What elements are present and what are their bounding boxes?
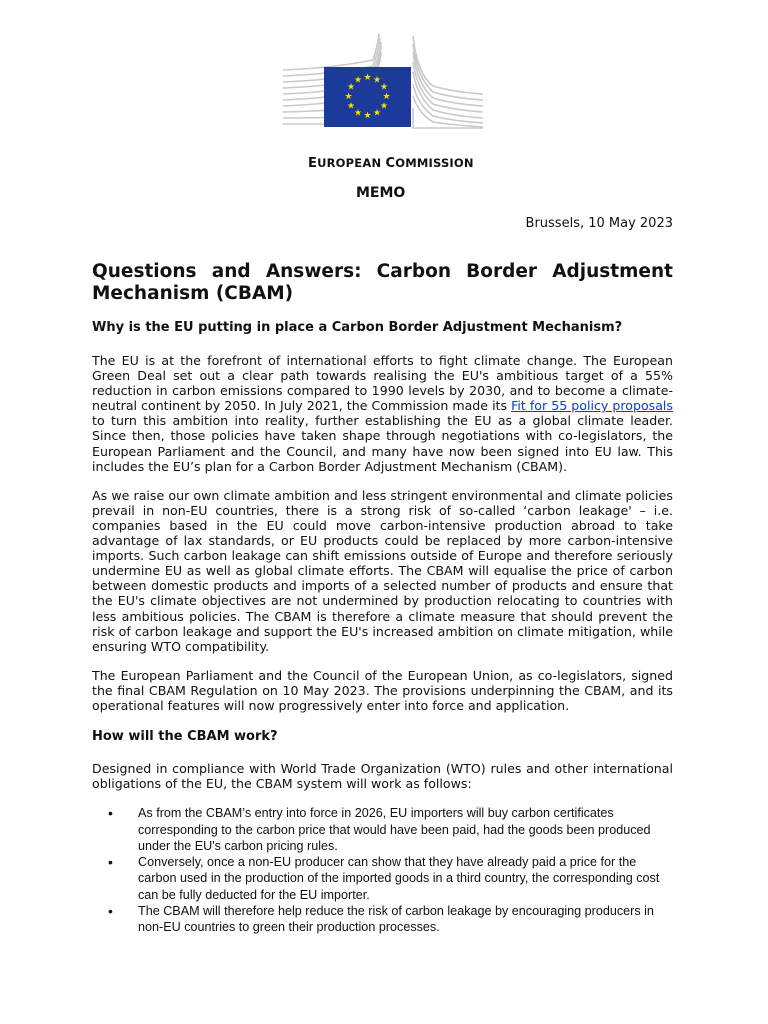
svg-text:★: ★ (353, 108, 363, 119)
list-item: • The CBAM will therefore help reduce the risk of carbon leakage by encouraging producers in non-EU countries to green their production processes. (108, 903, 654, 935)
cbam-steps-list (92, 805, 673, 935)
paragraph-intro: The EU is at the forefront of international efforts to fight climate change. The European Green Deal set out a clear path towards realising the EU's ambitious target of a 55% reduction in carbon emissions compared to 1990 levels by 2030, and to become a climate-neutral continent by 2050. In July 2021, the Commission made its Fit for 55 policy proposals to turn this ambition into reality, further establishing the EU as a global climate leader. Since then, those policies have taken shape through negotiations with co-legislators, the European Parliament and the Council, and many have now been signed into EU law. This includes the EU’s plan for a Carbon Border Adjustment Mechanism (CBAM). (92, 353, 673, 474)
european-commission-logo-icon (283, 34, 483, 130)
svg-text:★: ★ (346, 82, 356, 93)
svg-text:★: ★ (344, 92, 353, 102)
list-item: • As from the CBAM’s entry into force in 2026, EU importers will buy carbon certificates corresponding to the carbon price that would have been paid, had the goods been produced under the EU's carbon pricing rules. (108, 805, 651, 853)
svg-text:★: ★ (363, 73, 372, 83)
paragraph-how-intro: Designed in compliance with World Trade Organization (WTO) rules and other international obligations of the EU, the CBAM system will work as follows: (92, 761, 673, 792)
document-body (92, 261, 673, 936)
svg-text:★: ★ (363, 111, 372, 121)
section-heading-how: How will the CBAM work? (92, 729, 278, 745)
document-type: MEMO (356, 185, 406, 201)
place-date: Brussels, 10 May 2023 (525, 216, 673, 231)
bullet-icon: • (108, 805, 113, 822)
paragraph-regulation-signed: The European Parliament and the Council of the European Union, as co-legislators, signed the final CBAM Regulation on 10 May 2023. The provisions underpinning the CBAM, and its operational features will now progressively enter into force and application. (92, 667, 673, 713)
bullet-icon: • (108, 854, 113, 871)
svg-text:★: ★ (379, 82, 389, 93)
svg-text:★: ★ (372, 108, 382, 119)
list-item: • Conversely, once a non-EU producer can show that they have already paid a price for the carbon used in the production of the imported goods in a third country, the corresponding cost can be fully deducted for the EU importer. (108, 854, 660, 902)
svg-text:★: ★ (382, 92, 391, 102)
section-heading-why: Why is the EU putting in place a Carbon Border Adjustment Mechanism? (92, 320, 623, 335)
paragraph-carbon-leakage: As we raise our own climate ambition and less stringent environmental and climate policies prevail in non-EU countries, there is a strong risk of so-called ‘carbon leakage' – i.e. companies based in the EU could move carbon-intensive production abroad to take advantage of lax standards, or EU products could be replaced by more carbon-intensive imports. Such carbon leakage can shift emissions outside of Europe and therefore seriously undermine EU as well as global climate efforts. The CBAM will equalise the price of carbon between domestic products and imports of a selected number of products and ensure that the EU's climate objectives are not undermined by production relocating to countries with less ambitious policies. The CBAM is therefore a climate measure that should prevent the risk of carbon leakage and support the EU's increased ambition on climate mitigation, while ensuring WTO compatibility. (92, 487, 673, 654)
svg-text:★: ★ (372, 75, 382, 86)
svg-text:★: ★ (353, 75, 363, 86)
svg-text:★: ★ (346, 101, 356, 112)
page-title: Questions and Answers: Carbon Border Adjustment Mechanism (CBAM) (92, 261, 673, 304)
organisation-name: EUROPEAN COMMISSION (308, 156, 474, 171)
fit-for-55-link[interactable]: Fit for 55 policy proposals (511, 398, 673, 414)
bullet-icon: • (108, 903, 113, 920)
svg-text:★: ★ (379, 101, 389, 112)
